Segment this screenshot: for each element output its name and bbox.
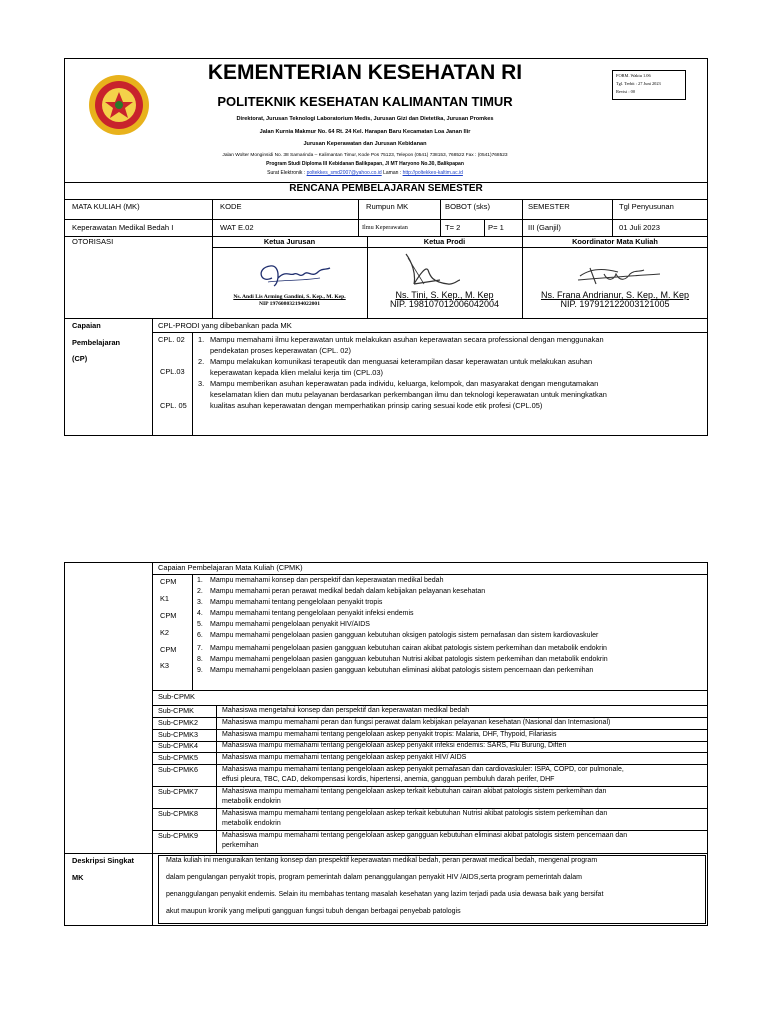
- authorization-label: OTORISASI: [72, 237, 114, 246]
- form-date: Tgl. Terbit : 27 Juni 2023: [616, 81, 661, 86]
- address-line2: Program Studi Diploma III Kebidanan Balikpapan, Jl MT Haryono No.30, Balikpapan: [266, 161, 464, 167]
- email-link[interactable]: poltekkes_smd2007@yahoo.co.id: [306, 170, 382, 176]
- cp-item-number: 1.: [198, 335, 205, 344]
- cp-item-text: Mampu memahami ilmu keperawatan untuk melakukan asuhan keperawatan secara professional dengan menggunakan: [210, 335, 604, 344]
- signature-ketua-jurusan-icon: [250, 258, 340, 292]
- subcpmk-code: Sub-CPMK3: [158, 730, 198, 739]
- rule: [212, 247, 708, 248]
- ketua-jurusan-name: Ns. Andi Lis Arming Gandini, S. Kep., M. Kep.: [233, 294, 346, 300]
- cpmk-item-text: Mampu memahami pengelolaan pasien gangguan kebutuhan eliminasi akibat patologis sistem pencernaan dan perkemihan: [210, 667, 594, 674]
- signature-ketua-prodi-icon: [398, 250, 468, 292]
- cp-label-1: Capaian: [72, 321, 101, 330]
- deskripsi-text-line: akut maupun kronik yang meliputi gangguan fungsi tubuh dengan berbagai penyebab patologis: [166, 908, 461, 915]
- rule: [152, 705, 708, 706]
- cpmk-item-text: Mampu memahami peran perawat medikal bedah dalam kebijakan pelayanan kesehatan: [210, 588, 486, 595]
- divider: [192, 332, 193, 436]
- email-prefix: Surat Elektronik :: [267, 170, 307, 176]
- course-name: Keperawatan Medikal Bedah I: [72, 223, 174, 232]
- subcpmk-text: effusi pleura, TBC, CAD, dekompensasi kordis, hipertensi, anemia, gangguan pembuluh darah perifer, DHF: [222, 776, 555, 783]
- subcpmk-code: Sub-CPMK2: [158, 718, 198, 727]
- koordinator-name: Ns. Frana Andrianur, S. Kep., M. Kep: [540, 290, 690, 300]
- cp-item-text: pendekatan proses keperawatan (CPL. 02): [210, 346, 351, 355]
- divider: [192, 574, 193, 690]
- ketua-prodi-label: Ketua Prodi: [423, 237, 466, 246]
- cpl-code: CPL.03: [160, 367, 185, 376]
- rule: [152, 786, 708, 787]
- koordinator-label: Koordinator Mata Kuliah: [572, 237, 658, 246]
- course-theory-credit: T= 2: [445, 223, 461, 232]
- cpmk-header: Capaian Pembelajaran Mata Kuliah (CPMK): [158, 563, 303, 572]
- cpmk-item-text: Mampu memahami pengelolaan pasien gangguan kebutuhan cairan akibat patologis sistem perkemihan dan metabolik endokrin: [210, 645, 607, 652]
- subcpmk-text: perkemihan: [222, 842, 259, 849]
- rule: [152, 690, 708, 691]
- subcpmk-text: Mahasiswa mengetahui konsep dan perspektif dan keperawatan medikal bedah: [222, 707, 470, 714]
- cpl-code: CPL. 05: [160, 401, 187, 410]
- cpmk-item-number: 9.: [197, 667, 203, 674]
- subcpmk-text: metabolik endokrin: [222, 820, 281, 827]
- divider: [484, 219, 485, 236]
- cpmk-item-number: 2.: [197, 588, 203, 595]
- deskripsi-label-1: Deskripsi Singkat: [72, 856, 135, 865]
- subcpmk-code: Sub-CPMK6: [158, 765, 198, 774]
- cpmk-item-number: 4.: [197, 610, 203, 617]
- rule: [64, 318, 708, 319]
- ministry-title: KEMENTERIAN KESEHATAN RI: [207, 61, 523, 84]
- koordinator-nip: NIP. 197912122003121005: [560, 299, 670, 309]
- web-prefix: Laman :: [381, 170, 403, 176]
- email-line: [160, 171, 570, 177]
- form-info-box: [612, 70, 686, 100]
- subcpmk-text: Mahasiswa mampu memahami tentang pengelolaan askep penyakit HIV/ AIDS: [222, 754, 467, 761]
- subcpmk-text: Mahasiswa mampu memahami tentang pengelolaan askep gangguan kebutuhan eliminasi akibat patologis sistem pencernaan dan: [222, 832, 628, 839]
- subcpmk-text: Mahasiswa mampu memahami peran dan fungsi perawat dalam kebijakan pelayanan kesehatan (Nasional dan Internasional): [222, 719, 611, 726]
- subcpmk-text: metabolik endokrin: [222, 798, 281, 805]
- cpmk-item-number: 7.: [197, 645, 203, 652]
- cpmk-item-text: Mampu memahami pengelolaan pasien gangguan kebutuhan oksigen patologis sistem pernafasan dan sistem kardiovaskuler: [210, 632, 599, 639]
- cpmk-item-number: 6.: [197, 632, 203, 639]
- cp-item-text: Mampu melakukan komunikasi terapeutik dan menguasai keterampilan dasar keperawatan untuk melakukan asuhan: [210, 357, 593, 366]
- subcpmk-text: Mahasiswa mampu memahami tentang pengelolaan askep terkait kebutuhan cairan akibat patologis sistem perkemihan dan: [222, 788, 607, 795]
- subcpmk-code: Sub-CPMK5: [158, 753, 198, 762]
- deskripsi-text-line: Mata kuliah ini menguraikan tentang konsep dan prespektif keperawatan medikal bedah, peran perawat medical bedah, mengenal program: [166, 857, 598, 864]
- rule: [64, 853, 708, 854]
- cpmk-item-text: Mampu memahami pengelolaan pasien gangguan kebutuhan Nutrisi akibat patologis sistem perkemihan dan metabolik endokrin: [210, 656, 608, 663]
- rule: [152, 574, 708, 575]
- course-semester: III (Ganjil): [528, 223, 561, 232]
- divider: [358, 199, 359, 236]
- rule: [152, 764, 708, 765]
- divider: [152, 318, 153, 436]
- cpmk-item-number: 8.: [197, 656, 203, 663]
- cpmk-label: CPM: [160, 645, 177, 654]
- deskripsi-label-2: MK: [72, 873, 84, 882]
- logo: [88, 74, 150, 136]
- divider: [440, 199, 441, 236]
- cpl-code: CPL. 02: [158, 335, 185, 344]
- cp-item-text: Mampu memberikan asuhan keperawatan pada individu, keluarga, kelompok, dan masyarakat dengan mengutamakan: [210, 379, 599, 388]
- subcpmk-code: Sub-CPMK8: [158, 809, 198, 818]
- cpmk-item-number: 5.: [197, 621, 203, 628]
- ketua-jurusan-label: Ketua Jurusan: [263, 237, 316, 246]
- course-date: 01 Juli 2023: [619, 223, 660, 232]
- subcpmk-text: Mahasiswa mampu memahami tentang pengelolaan askep penyakit pernafasan dan cardiovaskuler: ISPA, COPD, cor pulmonale,: [222, 766, 624, 773]
- subcpmk-header: Sub-CPMK: [158, 692, 195, 701]
- rule: [152, 752, 708, 753]
- cp-item-number: 3.: [198, 379, 205, 388]
- divider: [522, 199, 523, 236]
- rule: [152, 332, 708, 333]
- form-revision: Revisi : 00: [616, 89, 636, 94]
- cp-item-number: 2.: [198, 357, 205, 366]
- rps-title: RENCANA PEMBELAJARAN SEMESTER: [289, 183, 483, 194]
- cpmk-label: K2: [160, 628, 170, 637]
- address-line1: Jalan Wolter Monginsidi No. 38 Samarinda – Kalimantan Timur, Kode Pos 75123, Telepon (0541) 738153, 768522 Fax : (0541)768523: [222, 153, 508, 158]
- ketua-prodi-nip: NIP. 198107012006042004: [390, 299, 499, 309]
- subcpmk-text: Mahasiswa mampu memahami tentang pengelolaan askep penyakit tropis: Malaria, DHF, Thypoid, Filariasis: [222, 731, 557, 738]
- divider: [212, 199, 213, 236]
- rule: [152, 808, 708, 809]
- cp-item-text: keselamatan klien dan mutu pelayanan berdasarkan perkembangan ilmu dan teknologi keperawatan untuk meningkatkan: [210, 390, 607, 399]
- subcpmk-code: Sub-CPMK: [158, 706, 194, 715]
- subcpmk-code: Sub-CPMK9: [158, 831, 198, 840]
- course-rumpun: Ilmu Keperawatan: [362, 224, 408, 231]
- cp-item-text: kualitas asuhan keperawatan dengan memperhatikan prinsip caring sesuai kode etik profesi (CPL.05): [210, 401, 543, 410]
- deskripsi-text-line: dalam pengulangan penyakit tropis, program pemerintah dalam penanggulangan penyakit HIV /AIDS,serta program pemerintah dalam: [166, 874, 582, 881]
- col-header-rumpun: Rumpun MK: [366, 202, 409, 211]
- ketua-jurusan-nip: NIP 197608032194022001: [258, 301, 321, 307]
- cpmk-label: K1: [160, 594, 170, 603]
- cp-label-2: Pembelajaran: [72, 338, 121, 347]
- cpmk-item-text: Mampu memahami konsep dan perspektif dan keperawatan medikal bedah: [210, 577, 444, 584]
- subcpmk-text: Mahasiswa mampu memahami tentang pengelolaan askep terkait kebutuhan Nutrisi akibat patologis sistem perkemihan dan: [222, 810, 608, 817]
- cpmk-item-text: Mampu memahami pengelolaan penyakit HIV/AIDS: [210, 621, 370, 628]
- cpmk-label: CPM: [160, 577, 177, 586]
- web-link[interactable]: http://poltekkes-kaltim.ac.id: [402, 170, 463, 176]
- divider: [152, 562, 153, 926]
- cpmk-item-number: 3.: [197, 599, 203, 606]
- ketua-prodi-name: Ns. Tini, S. Kep., M. Kep: [395, 290, 494, 300]
- col-header-bobot: BOBOT (sks): [445, 202, 491, 211]
- form-number: FORM. Waktu 1.06: [616, 73, 651, 78]
- subcpmk-text: Mahasiswa mampu memahami tentang pengelolaan askep penyakit infeksi endemis: SARS, Flu Burung, Difteri: [222, 742, 567, 749]
- divider: [612, 199, 613, 236]
- cpmk-item-number: 1.: [197, 577, 203, 584]
- cpmk-label: CPM: [160, 611, 177, 620]
- deskripsi-text-line: penanggulangan penyakit endemis. Selain itu membahas tentang masalah kesehatan yang lazim terjadi pada usia dewasa baik yang bersifat: [166, 891, 604, 898]
- directorate-line3: Jurusan Keperawatan dan Jurusan Kebidanan: [303, 141, 427, 147]
- subcpmk-code: Sub-CPMK4: [158, 741, 198, 750]
- col-header-course: MATA KULIAH (MK): [72, 202, 140, 211]
- logo-emblem-icon: [88, 74, 150, 136]
- col-header-semester: SEMESTER: [528, 202, 570, 211]
- cp-header: CPL-PRODI yang dibebankan pada MK: [158, 321, 292, 330]
- col-header-date: Tgl Penyusunan: [619, 202, 674, 211]
- directorate-line2: Jalan Kurnia Makmur No. 64 Rt. 24 Kel. Harapan Baru Kecamatan Loa Janan Ilir: [259, 129, 471, 135]
- school-title: POLITEKNIK KESEHATAN KALIMANTAN TIMUR: [217, 94, 513, 109]
- cp-label-3: (CP): [72, 354, 88, 363]
- directorate-line1: Direktorat, Jurusan Teknologi Laboratorium Medis, Jurusan Gizi dan Dietetika, Jurusan Promkes: [236, 116, 494, 122]
- course-code: WAT E.02: [220, 223, 254, 232]
- rule: [152, 729, 708, 730]
- signature-koordinator-icon: [570, 258, 670, 292]
- rule: [152, 717, 708, 718]
- rule: [152, 830, 708, 831]
- cpmk-item-text: Mampu memahami tentang pengelolaan penyakit infeksi endemis: [210, 610, 414, 617]
- course-practice-credit: P= 1: [488, 223, 504, 232]
- subcpmk-code: Sub-CPMK7: [158, 787, 198, 796]
- cpmk-label: K3: [160, 661, 170, 670]
- col-header-code: KODE: [220, 202, 242, 211]
- cp-item-text: keperawatan kepada klien melalui kerja tim (CPL.03): [210, 368, 383, 377]
- cpmk-item-text: Mampu memahami tentang pengelolaan penyakit tropis: [210, 599, 383, 606]
